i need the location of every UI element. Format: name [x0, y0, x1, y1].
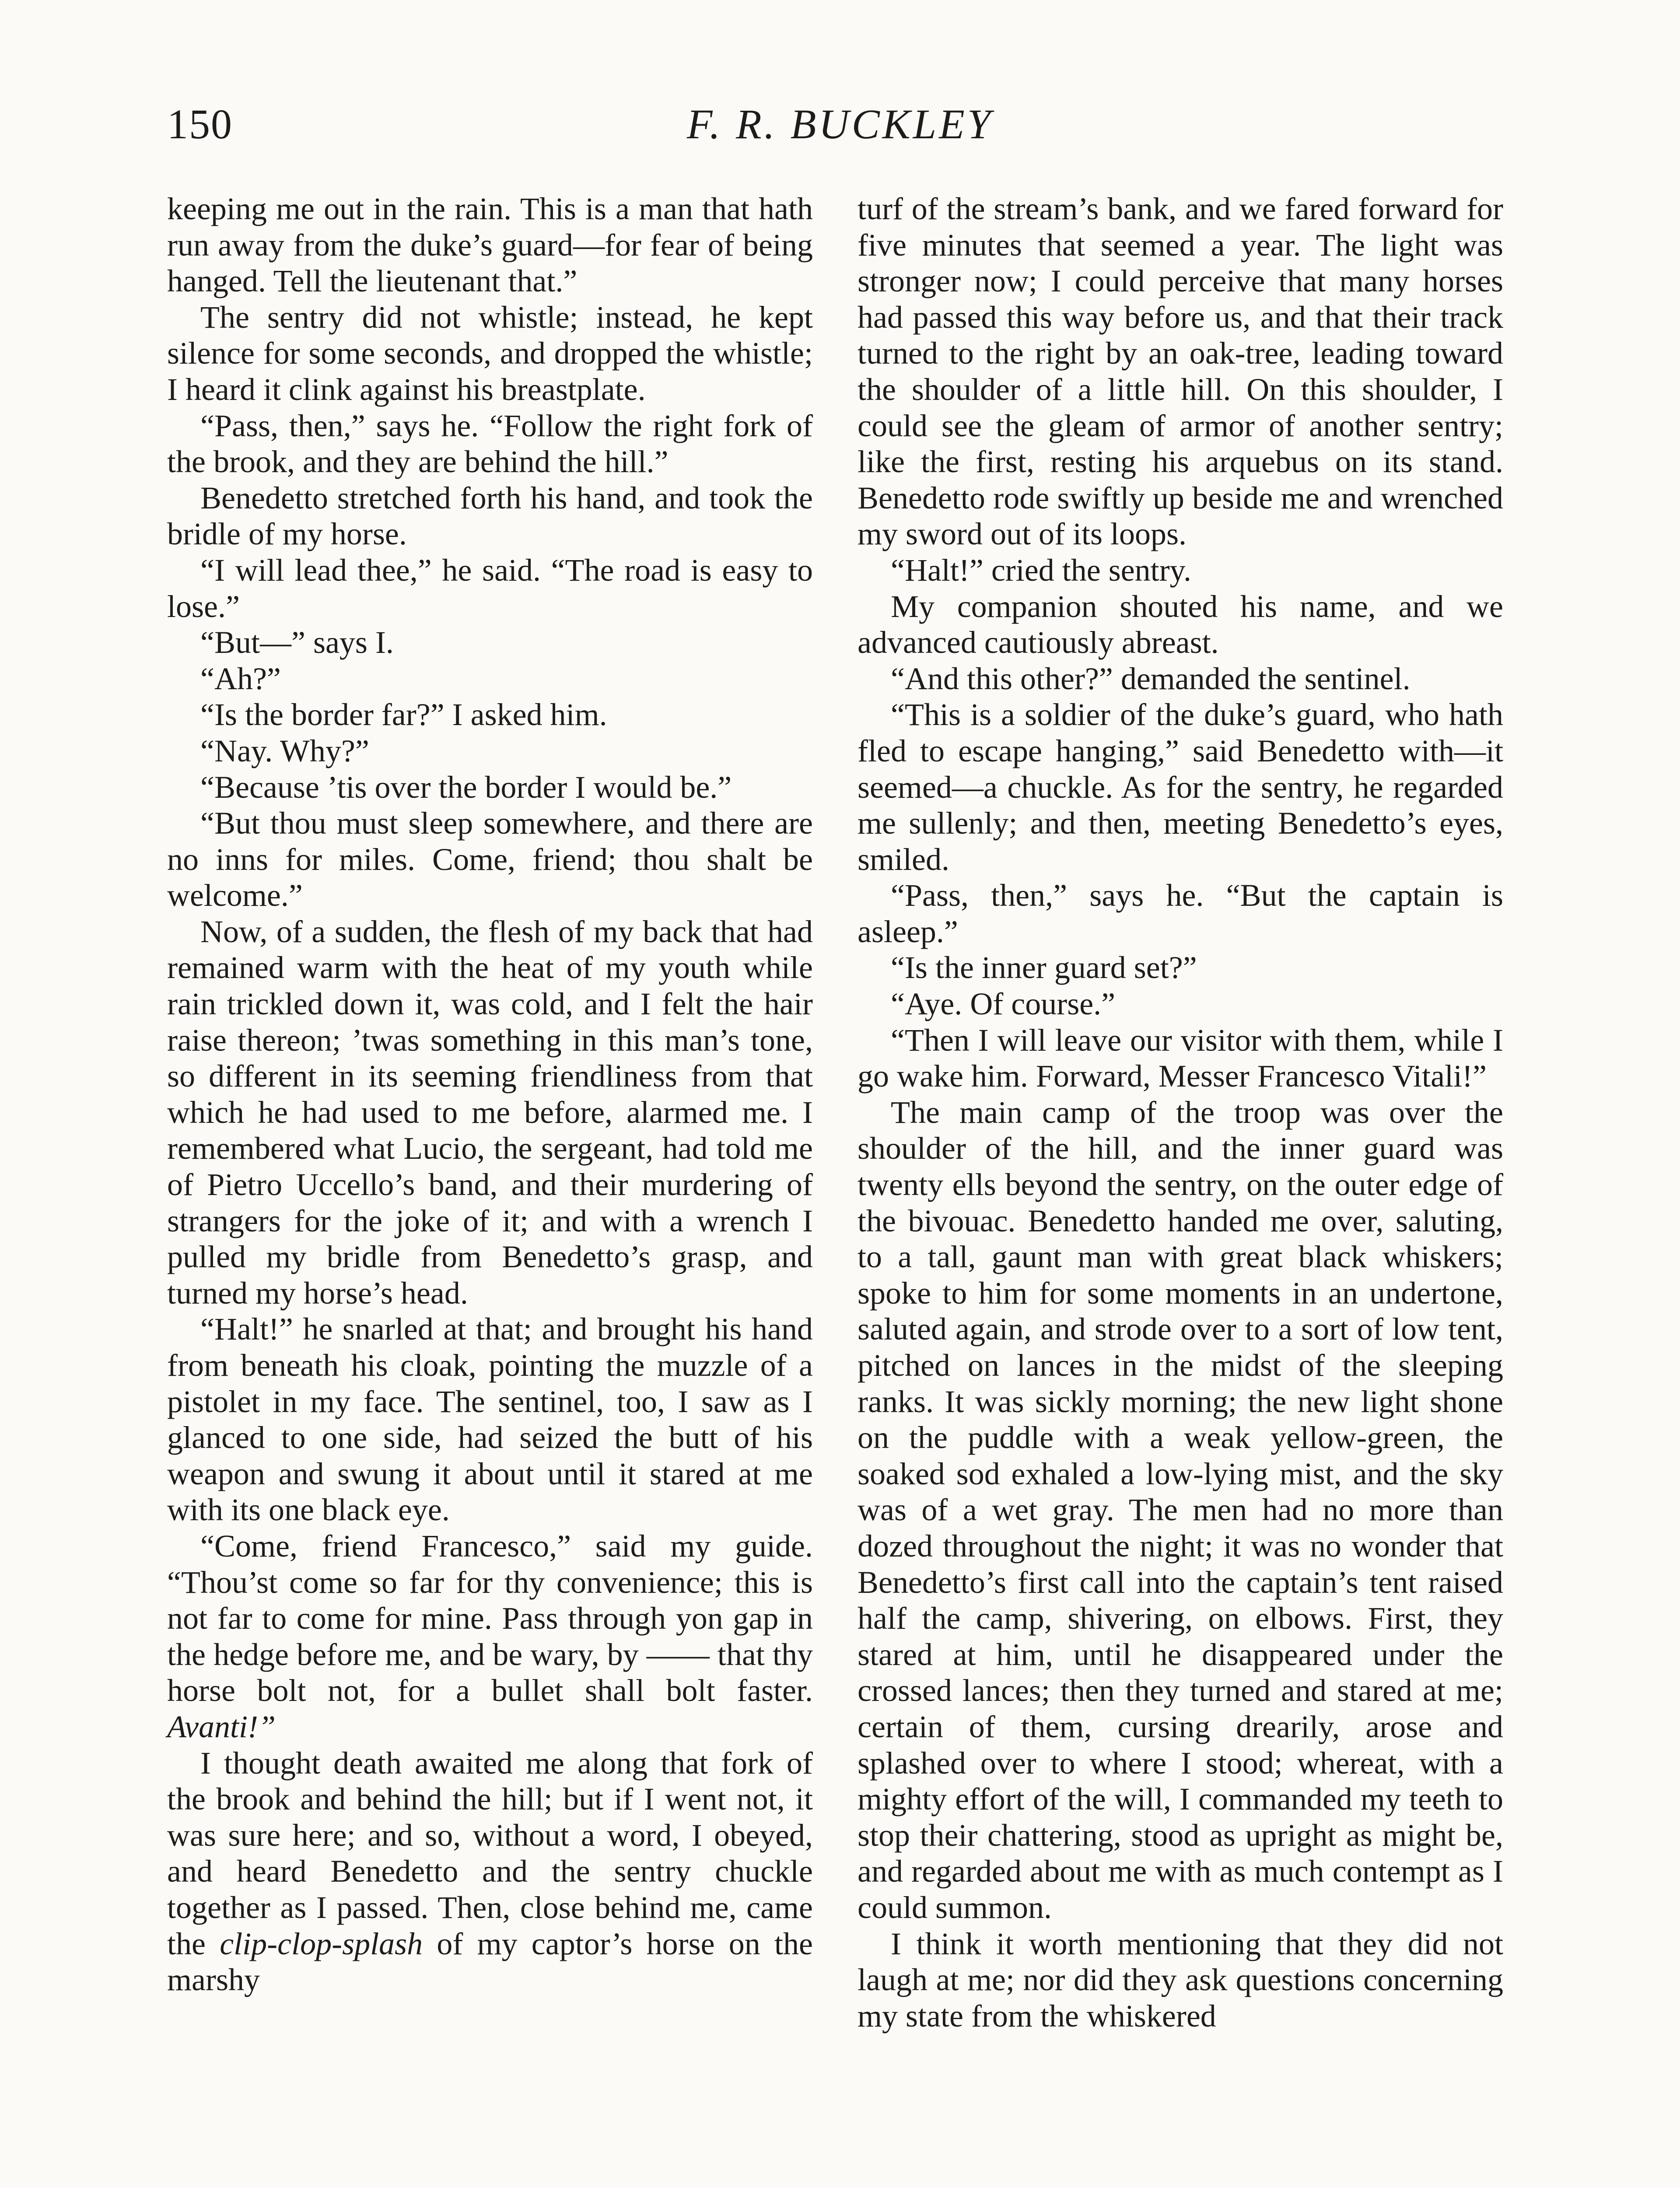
paragraph: “Halt!” he snarled at that; and brought his hand from beneath his cloak, pointing the muzzle of a pistolet in my face. The sentinel, too, I saw as I glanced to one side, had seized the butt of his weapon and swung it about until it stared at me with its one black eye.	[167, 1311, 813, 1528]
left-text-column	[167, 191, 813, 1998]
paragraph: “Ah?”	[200, 661, 281, 696]
paragraph: “Pass, then,” says he. “Follow the right fork of the brook, and they are behind the hill.”	[167, 408, 813, 480]
paragraph: “And this other?” demanded the sentinel.	[891, 661, 1410, 696]
paragraph-text: of my captor’s horse on the marshy	[167, 1926, 813, 1998]
paragraph: The sentry did not whistle; instead, he kept silence for some seconds, and dropped the whistle; I heard it clink against his breastplate.	[167, 299, 813, 407]
paragraph: Benedetto stretched forth his hand, and took the bridle of my horse.	[167, 480, 813, 552]
paragraph: keeping me out in the rain. This is a man that hath run away from the duke’s guard—for fear of being hanged. Tell the lieutenant that.”	[167, 191, 813, 299]
paragraph: I think it worth mentioning that they did not laugh at me; nor did they ask questions concerning my state from the whiskered	[858, 1926, 1503, 2034]
paragraph: “But—” says I.	[200, 625, 394, 660]
paragraph: “Halt!” cried the sentry.	[891, 552, 1191, 588]
paragraph: Now, of a sudden, the flesh of my back that had remained warm with the heat of my youth while rain trickled down it, was cold, and I felt the hair raise thereon; ’twas something in this man’s tone, so different in its seeming friendliness from that which he had used to me before, alarmed me. I remembered what Lucio, the sergeant, had told me of Pietro Uccello’s band, and their murdering of strangers for the joke of it; and with a wrench I pulled my bridle from Benedetto’s grasp, and turned my horse’s head.	[167, 914, 813, 1311]
paragraph: “But thou must sleep somewhere, and there are no inns for miles. Come, friend; thou shalt be welcome.”	[167, 806, 813, 913]
paragraph: “Is the border far?” I asked him.	[200, 697, 607, 733]
paragraph: “Then I will leave our visitor with them, while I go wake him. Forward, Messer Francesco Vitali!”	[858, 1022, 1503, 1094]
paragraph: My companion shouted his name, and we advanced cautiously abreast.	[858, 589, 1503, 660]
paragraph: The main camp of the troop was over the shoulder of the hill, and the inner guard was twenty ells beyond the sentry, on the outer edge of the bivouac. Benedetto handed me over, saluting, to a tall, gaunt man with great black whiskers; spoke to him for some moments in an undertone, saluted again, and strode over to a sort of low tent, pitched on lances in the midst of the sleeping ranks. It was sickly morning; the new light shone on the puddle with a weak yellow-green, the soaked sod exhaled a low-lying mist, and the sky was of a wet gray. The men had no more than dozed throughout the night; it was no wonder that Benedetto’s first call into the captain’s tent raised half the camp, shivering, on elbows. First, they stared at him, until he disappeared under the crossed lances; then they turned and stared at me; certain of them, cursing drearily, arose and splashed over to where I stood; whereat, with a mighty effort of the will, I commanded my teeth to stop their chattering, stood as upright as might be, and regarded about me with as much contempt as I could summon.	[858, 1094, 1503, 1925]
page-number: 150	[167, 101, 233, 147]
paragraph-text: I thought death awaited me along that fork of the brook and behind the hill; but if I went not, it was sure here; and so, without a word, I obeyed, and heard Benedetto and the sentry chuckle together as I passed. Then, close behind me, came the	[167, 1745, 813, 1961]
running-head-author: F. R. BUCKLEY	[686, 101, 994, 147]
italic-phrase: clip-clop-splash	[220, 1926, 423, 1961]
paragraph: “Is the inner guard set?”	[891, 950, 1197, 985]
paragraph	[167, 1745, 813, 1998]
paragraph: “I will lead thee,” he said. “The road is easy to lose.”	[167, 552, 813, 624]
paragraph: “Nay. Why?”	[200, 733, 369, 768]
paragraph: turf of the stream’s bank, and we fared forward for five minutes that seemed a year. The light was stronger now; I could perceive that many horses had passed this way before us, and that their track turned to the right by an oak-tree, leading toward the shoulder of a little hill. On this shoulder, I could see the gleam of armor of another sentry; like the first, resting his arquebus on its stand. Benedetto rode swiftly up beside me and wrenched my sword out of its loops.	[858, 191, 1503, 552]
paragraph: “Because ’tis over the border I would be.”	[200, 769, 732, 805]
paragraph: “Aye. Of course.”	[891, 986, 1116, 1022]
italic-word: Avanti!”	[167, 1709, 276, 1744]
paragraph	[167, 1528, 813, 1745]
paragraph-text: “Come, friend Francesco,” said my guide. “Thou’st come so far for thy convenience; this is not far to come for mine. Pass through yon gap in the hedge before me, and be wary, by —— that thy horse bolt not, for a bullet shall bolt faster.	[167, 1528, 813, 1708]
right-text-column	[858, 191, 1503, 2034]
paragraph: “This is a soldier of the duke’s guard, who hath fled to escape hanging,” said Benedetto with—it seemed—a chuckle. As for the sentry, he regarded me sullenly; and then, meeting Benedetto’s eyes, smiled.	[858, 697, 1503, 877]
paragraph: “Pass, then,” says he. “But the captain is asleep.”	[858, 878, 1503, 949]
